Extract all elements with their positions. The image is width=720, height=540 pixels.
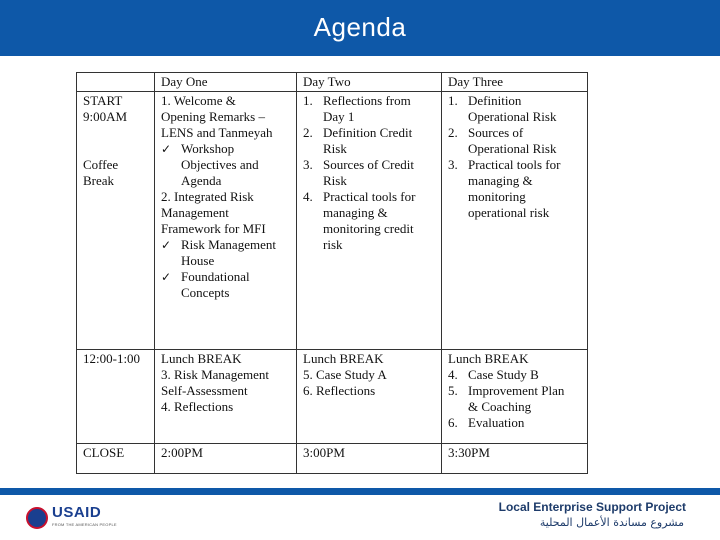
day-one-item-2-cont: Management: [161, 205, 229, 220]
day-one-item-1: 1. Welcome &: [161, 93, 236, 108]
slide-title: Agenda: [313, 11, 407, 42]
morning-row: [77, 92, 588, 350]
subitem-text: Foundational: [181, 269, 250, 284]
item-text: managing &: [468, 173, 533, 188]
checkmark-icon: ✓: [161, 238, 172, 252]
spacer: [83, 125, 148, 157]
header-day-two: Day Two: [297, 73, 442, 92]
start-label: START: [83, 93, 123, 108]
close-label: CLOSE: [77, 444, 155, 474]
item-number: 3.: [303, 157, 313, 172]
header-day-three: Day Three: [442, 73, 588, 92]
close-row: [77, 444, 588, 474]
day-two-afternoon-cell: [297, 350, 442, 444]
checkmark-icon: ✓: [161, 142, 172, 156]
usaid-logo-text: USAID: [52, 504, 102, 521]
project-name-english: Local Enterprise Support Project: [498, 500, 686, 514]
day-two-item: [303, 189, 435, 253]
lunch-label: Lunch BREAK: [161, 351, 242, 366]
day-one-subitem: [161, 269, 290, 301]
item-text: Evaluation: [468, 415, 525, 430]
close-time-day-three: 3:30PM: [442, 444, 588, 474]
day-one-subitem: [161, 141, 290, 189]
item-number: 1.: [448, 93, 458, 108]
item-text: Operational Risk: [468, 141, 557, 156]
afternoon-item: Self-Assessment: [161, 383, 248, 398]
morning-time-cell: [77, 92, 155, 350]
item-text: operational risk: [468, 205, 550, 220]
subitem-text: Risk Management: [181, 237, 276, 252]
item-number: 3.: [448, 157, 458, 172]
subitem-text: Agenda: [181, 173, 222, 188]
item-text: risk: [323, 237, 343, 252]
item-text: Case Study B: [468, 367, 539, 382]
usaid-seal-icon: [26, 507, 48, 529]
lunch-time-cell: 12:00-1:00: [77, 350, 155, 444]
item-number: 4.: [303, 189, 313, 204]
item-text: Risk: [323, 173, 347, 188]
close-time-day-two: 3:00PM: [297, 444, 442, 474]
item-number: 1.: [303, 93, 313, 108]
subitem-text: Objectives and: [181, 157, 259, 172]
day-three-afternoon-item: [448, 367, 581, 383]
day-three-afternoon-item: [448, 383, 581, 415]
day-three-item: [448, 93, 581, 125]
item-text: & Coaching: [468, 399, 532, 414]
day-one-item-1-cont: LENS and Tanmeyah: [161, 125, 273, 140]
lunch-label: Lunch BREAK: [448, 351, 529, 366]
subitem-text: House: [181, 253, 215, 268]
day-two-morning-cell: [297, 92, 442, 350]
day-three-afternoon-item: [448, 415, 581, 431]
day-three-afternoon-cell: [442, 350, 588, 444]
subitem-text: Concepts: [181, 285, 230, 300]
item-text: Practical tools for: [323, 189, 416, 204]
day-one-item-2-cont: Framework for MFI: [161, 221, 266, 236]
start-time: 9:00AM: [83, 109, 128, 124]
item-text: managing &: [323, 205, 388, 220]
day-one-item-2: 2. Integrated Risk: [161, 189, 254, 204]
header-row: [77, 73, 588, 92]
header-cell-empty: [77, 73, 155, 92]
day-three-morning-cell: [442, 92, 588, 350]
item-text: Sources of: [468, 125, 524, 140]
item-text: Practical tools for: [468, 157, 561, 172]
usaid-tagline: FROM THE AMERICAN PEOPLE: [52, 522, 117, 527]
afternoon-item: 5. Case Study A: [303, 367, 387, 382]
footer-stripe: [0, 488, 720, 495]
day-one-morning-cell: [155, 92, 297, 350]
afternoon-item: 4. Reflections: [161, 399, 234, 414]
agenda-table: [76, 72, 588, 474]
day-three-item: [448, 157, 581, 221]
item-text: Definition Credit: [323, 125, 413, 140]
item-number: 5.: [448, 383, 458, 398]
coffee-label-2: Break: [83, 173, 115, 188]
day-one-subitem: [161, 237, 290, 269]
item-number: 6.: [448, 415, 458, 430]
afternoon-row: [77, 350, 588, 444]
coffee-label: Coffee: [83, 157, 119, 172]
item-text: Risk: [323, 141, 347, 156]
header-day-one: Day One: [155, 73, 297, 92]
afternoon-item: 3. Risk Management: [161, 367, 269, 382]
checkmark-icon: ✓: [161, 270, 172, 284]
day-two-item: [303, 93, 435, 125]
day-one-afternoon-cell: [155, 350, 297, 444]
item-text: Day 1: [323, 109, 355, 124]
project-name-arabic: مشروع مساندة الأعمال المحلية: [539, 516, 684, 529]
item-text: monitoring: [468, 189, 526, 204]
item-text: monitoring credit: [323, 221, 414, 236]
item-text: Operational Risk: [468, 109, 557, 124]
item-text: Reflections from: [323, 93, 411, 108]
item-number: 2.: [448, 125, 458, 140]
day-two-item: [303, 125, 435, 157]
day-two-item: [303, 157, 435, 189]
afternoon-item: 6. Reflections: [303, 383, 376, 398]
subitem-text: Workshop: [181, 141, 235, 156]
lunch-label: Lunch BREAK: [303, 351, 384, 366]
item-number: 2.: [303, 125, 313, 140]
item-number: 4.: [448, 367, 458, 382]
day-three-item: [448, 125, 581, 157]
close-time-day-one: 2:00PM: [155, 444, 297, 474]
item-text: Definition: [468, 93, 522, 108]
day-one-item-1-cont: Opening Remarks –: [161, 109, 265, 124]
item-text: Improvement Plan: [468, 383, 565, 398]
title-bar: [0, 0, 720, 56]
item-text: Sources of Credit: [323, 157, 414, 172]
